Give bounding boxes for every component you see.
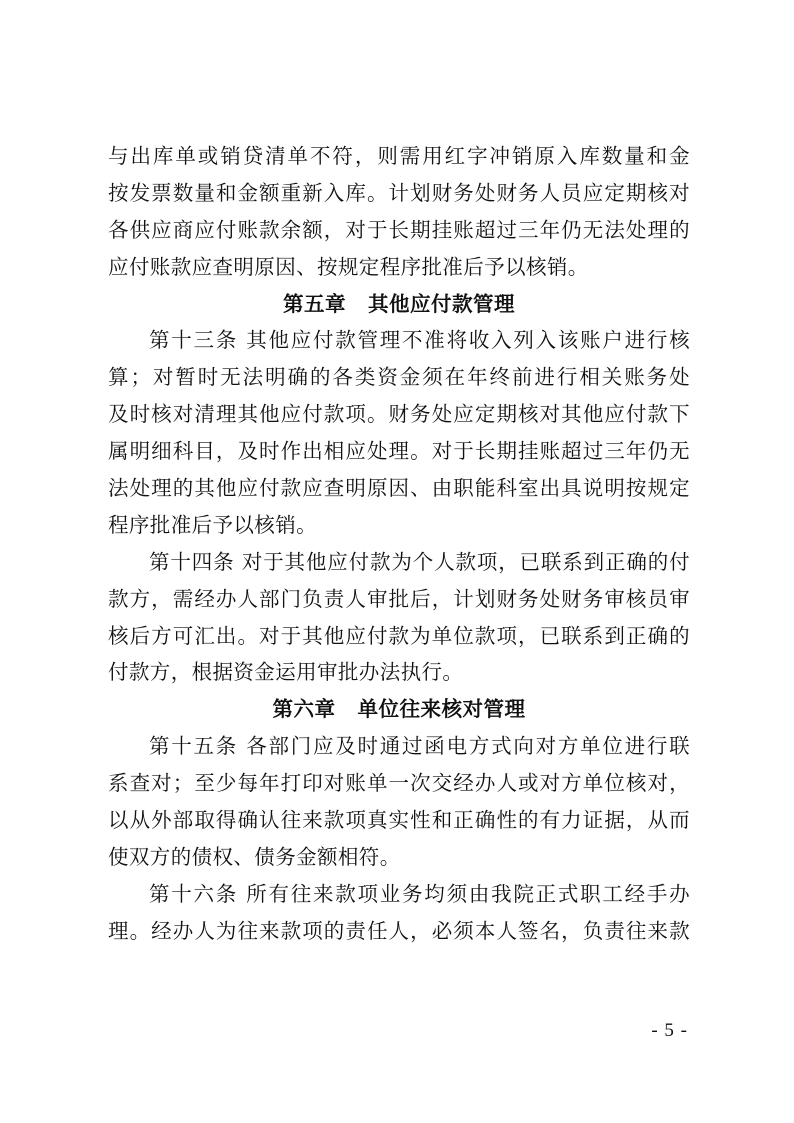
body-text-line: 各供应商应付账款余额，对于长期挂账超过三年仍无法处理的 [108, 217, 690, 242]
body-text-line: 理。经办人为往来款项的责任人，必须本人签名，负责往来款 [108, 918, 690, 943]
body-text-line: 法处理的其他应付款应查明原因、由职能科室出具说明按规定 [108, 476, 690, 501]
body-text-line: 款方，需经办人部门负责人审批后，计划财务处财务审核员审 [108, 586, 690, 611]
chapter-title: 其他应付款管理 [368, 291, 515, 316]
article-first-line: 第十三条 其他应付款管理不准将收入列入该账户进行核 [149, 328, 690, 353]
document-body [108, 138, 690, 950]
body-text-line: 付款方，根据资金运用审批办法执行。 [108, 660, 464, 685]
body-text-line: 系查对；至少每年打印对账单一次交经办人或对方单位核对， [108, 771, 690, 796]
body-text-line: 及时核对清理其他应付款项。财务处应定期核对其他应付款下 [108, 402, 690, 427]
body-text-line: 使双方的债权、债务金额相符。 [108, 844, 401, 869]
article-first-line: 第十六条 所有往来款项业务均须由我院正式职工经手办 [149, 881, 690, 906]
chapter-heading [108, 691, 690, 728]
body-text-line: 算；对暂时无法明确的各类资金须在年终前进行相关账务处 [108, 365, 690, 390]
article-first-line: 第十四条 对于其他应付款为个人款项，已联系到正确的付 [149, 549, 690, 574]
page-number: - 5 - [651, 1020, 688, 1041]
body-text-line: 属明细科目，及时作出相应处理。对于长期挂账超过三年仍无 [108, 439, 690, 464]
body-text-line: 以从外部取得确认往来款项真实性和正确性的有力证据，从而 [108, 808, 690, 833]
chapter-number: 第六章 [272, 697, 336, 722]
body-text-line: 按发票数量和金额重新入库。计划财务处财务人员应定期核对 [108, 180, 690, 205]
body-text-line: 应付账款应查明原因、按规定程序批准后予以核销。 [108, 254, 589, 279]
body-text-line: 程序批准后予以核销。 [108, 512, 317, 537]
article-first-line: 第十五条 各部门应及时通过函电方式向对方单位进行联 [149, 734, 690, 759]
chapter-number: 第五章 [283, 291, 346, 316]
chapter-heading [108, 286, 690, 323]
body-text-line: 核后方可汇出。对于其他应付款为单位款项，已联系到正确的 [108, 623, 690, 648]
chapter-title: 单位往来核对管理 [357, 697, 526, 722]
body-text-line: 与出库单或销贷清单不符，则需用红字冲销原入库数量和金 [108, 144, 690, 168]
